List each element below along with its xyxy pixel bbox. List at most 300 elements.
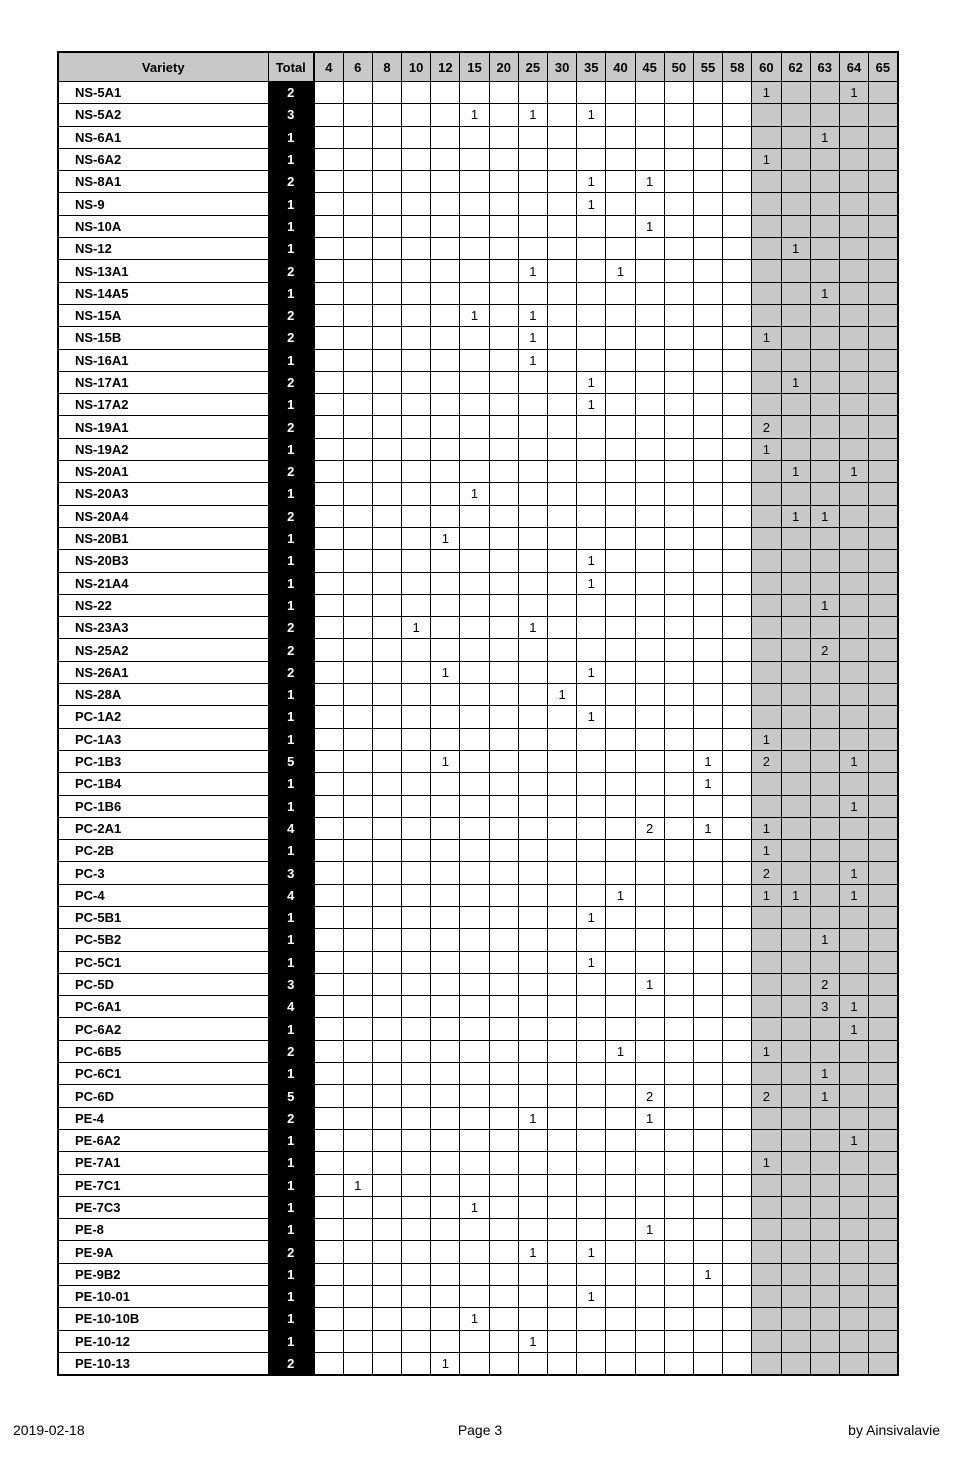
count-cell — [752, 349, 781, 371]
count-cell — [693, 505, 722, 527]
count-cell: 1 — [577, 104, 606, 126]
total-cell: 4 — [268, 884, 314, 906]
count-cell — [664, 639, 693, 661]
count-cell — [577, 1196, 606, 1218]
variety-cell: PC-5B1 — [58, 906, 268, 928]
count-cell — [869, 594, 898, 616]
count-cell — [752, 706, 781, 728]
count-cell — [314, 260, 343, 282]
count-cell — [664, 1196, 693, 1218]
count-cell — [752, 550, 781, 572]
count-cell — [402, 884, 431, 906]
count-cell — [372, 572, 401, 594]
count-cell — [372, 82, 401, 104]
header-col-8: 8 — [372, 52, 401, 82]
count-cell — [402, 1263, 431, 1285]
count-cell — [839, 1085, 868, 1107]
variety-cell: NS-20A4 — [58, 505, 268, 527]
count-cell: 1 — [606, 260, 635, 282]
count-cell — [343, 661, 372, 683]
count-cell — [606, 527, 635, 549]
count-cell — [460, 639, 489, 661]
count-cell — [343, 104, 372, 126]
count-cell — [314, 1018, 343, 1040]
count-cell — [518, 906, 547, 928]
count-cell — [460, 594, 489, 616]
count-cell — [577, 639, 606, 661]
count-cell — [314, 750, 343, 772]
count-cell: 1 — [752, 148, 781, 170]
count-cell — [869, 1129, 898, 1151]
count-cell — [664, 438, 693, 460]
count-cell — [489, 327, 518, 349]
count-cell: 1 — [693, 817, 722, 839]
count-cell — [664, 572, 693, 594]
header-col-10: 10 — [402, 52, 431, 82]
count-cell — [664, 594, 693, 616]
count-cell — [518, 1063, 547, 1085]
variety-cell: PE-10-12 — [58, 1330, 268, 1352]
count-cell: 1 — [752, 840, 781, 862]
count-cell — [402, 171, 431, 193]
table-row — [58, 1263, 898, 1285]
count-cell — [635, 661, 664, 683]
count-cell — [489, 728, 518, 750]
count-cell — [402, 572, 431, 594]
table-row — [58, 1330, 898, 1352]
count-cell — [664, 750, 693, 772]
count-cell — [548, 171, 577, 193]
count-cell — [460, 193, 489, 215]
count-cell — [343, 817, 372, 839]
total-cell: 3 — [268, 862, 314, 884]
count-cell — [372, 1085, 401, 1107]
count-cell — [869, 973, 898, 995]
count-cell — [431, 238, 460, 260]
count-cell — [839, 1040, 868, 1062]
table-row — [58, 661, 898, 683]
count-cell — [518, 215, 547, 237]
count-cell — [723, 684, 752, 706]
count-cell — [343, 349, 372, 371]
variety-cell: PC-1A3 — [58, 728, 268, 750]
header-col-25: 25 — [518, 52, 547, 82]
count-cell — [402, 1286, 431, 1308]
count-cell — [402, 260, 431, 282]
count-cell: 1 — [518, 304, 547, 326]
count-cell — [548, 973, 577, 995]
count-cell — [548, 996, 577, 1018]
count-cell — [460, 371, 489, 393]
table-row — [58, 684, 898, 706]
count-cell — [372, 1286, 401, 1308]
count-cell — [810, 260, 839, 282]
count-cell — [548, 1263, 577, 1285]
count-cell — [664, 996, 693, 1018]
count-cell — [664, 1129, 693, 1151]
count-cell — [606, 929, 635, 951]
count-cell — [781, 594, 810, 616]
footer-author: by Ainsivalavie — [848, 1422, 940, 1438]
count-cell — [314, 795, 343, 817]
count-cell — [343, 1085, 372, 1107]
count-cell — [548, 371, 577, 393]
count-cell — [664, 951, 693, 973]
count-cell: 2 — [752, 416, 781, 438]
count-cell — [577, 82, 606, 104]
total-cell: 1 — [268, 238, 314, 260]
count-cell — [460, 1330, 489, 1352]
count-cell — [869, 996, 898, 1018]
count-cell — [839, 661, 868, 683]
count-cell — [431, 906, 460, 928]
count-cell — [343, 126, 372, 148]
variety-cell: NS-21A4 — [58, 572, 268, 594]
count-cell — [489, 148, 518, 170]
count-cell — [489, 996, 518, 1018]
count-cell — [343, 238, 372, 260]
count-cell — [664, 550, 693, 572]
count-cell — [460, 461, 489, 483]
table-row — [58, 104, 898, 126]
count-cell — [518, 594, 547, 616]
count-cell — [723, 996, 752, 1018]
count-cell — [693, 349, 722, 371]
count-cell — [869, 104, 898, 126]
count-cell — [431, 795, 460, 817]
count-cell: 1 — [577, 1286, 606, 1308]
count-cell — [723, 238, 752, 260]
count-cell — [460, 1129, 489, 1151]
count-cell — [343, 550, 372, 572]
total-cell: 1 — [268, 795, 314, 817]
count-cell — [372, 817, 401, 839]
count-cell — [489, 104, 518, 126]
count-cell — [431, 728, 460, 750]
count-cell — [431, 416, 460, 438]
count-cell — [577, 282, 606, 304]
count-cell — [810, 1040, 839, 1062]
count-cell — [431, 951, 460, 973]
count-cell: 1 — [577, 171, 606, 193]
count-cell — [402, 238, 431, 260]
count-cell — [548, 728, 577, 750]
count-cell — [606, 438, 635, 460]
total-cell: 1 — [268, 684, 314, 706]
count-cell — [489, 1152, 518, 1174]
count-cell — [723, 1196, 752, 1218]
count-cell — [693, 684, 722, 706]
count-cell — [781, 862, 810, 884]
count-cell — [343, 1152, 372, 1174]
count-cell — [431, 1330, 460, 1352]
count-cell — [810, 684, 839, 706]
count-cell — [723, 82, 752, 104]
count-cell — [635, 282, 664, 304]
header-col-50: 50 — [664, 52, 693, 82]
table-row — [58, 929, 898, 951]
header-col-15: 15 — [460, 52, 489, 82]
table-row — [58, 461, 898, 483]
count-cell — [372, 1107, 401, 1129]
count-cell — [577, 327, 606, 349]
count-cell — [606, 1152, 635, 1174]
count-cell — [635, 438, 664, 460]
count-cell — [839, 1107, 868, 1129]
total-cell: 1 — [268, 572, 314, 594]
count-cell — [869, 1219, 898, 1241]
count-cell — [635, 461, 664, 483]
count-cell — [839, 1063, 868, 1085]
count-cell — [839, 304, 868, 326]
count-cell — [518, 728, 547, 750]
count-cell: 1 — [431, 661, 460, 683]
count-cell — [489, 238, 518, 260]
table-row — [58, 1063, 898, 1085]
count-cell — [869, 1063, 898, 1085]
count-cell — [489, 817, 518, 839]
count-cell — [431, 817, 460, 839]
count-cell — [489, 1219, 518, 1241]
count-cell — [839, 126, 868, 148]
count-cell — [869, 572, 898, 594]
total-cell: 1 — [268, 1286, 314, 1308]
total-cell: 1 — [268, 148, 314, 170]
count-cell — [810, 706, 839, 728]
variety-cell: NS-13A1 — [58, 260, 268, 282]
count-cell — [781, 906, 810, 928]
count-cell — [460, 1241, 489, 1263]
count-cell — [431, 1085, 460, 1107]
count-cell — [489, 661, 518, 683]
table-row — [58, 215, 898, 237]
count-cell — [489, 684, 518, 706]
count-cell — [460, 1174, 489, 1196]
count-cell — [869, 238, 898, 260]
table-row — [58, 1040, 898, 1062]
count-cell — [548, 394, 577, 416]
count-cell — [314, 238, 343, 260]
count-cell: 1 — [635, 1219, 664, 1241]
count-cell — [723, 795, 752, 817]
count-cell — [693, 238, 722, 260]
count-cell — [577, 126, 606, 148]
count-cell — [518, 527, 547, 549]
count-cell — [839, 840, 868, 862]
count-cell — [548, 951, 577, 973]
count-cell — [723, 215, 752, 237]
count-cell — [460, 661, 489, 683]
count-cell — [869, 304, 898, 326]
count-cell — [781, 1129, 810, 1151]
count-cell: 1 — [343, 1174, 372, 1196]
count-cell — [548, 1107, 577, 1129]
count-cell — [489, 617, 518, 639]
count-cell — [343, 929, 372, 951]
count-cell — [839, 505, 868, 527]
header-col-65: 65 — [869, 52, 898, 82]
count-cell — [869, 1152, 898, 1174]
count-cell — [869, 1040, 898, 1062]
count-cell — [431, 394, 460, 416]
count-cell — [343, 416, 372, 438]
count-cell — [606, 238, 635, 260]
count-cell — [372, 304, 401, 326]
count-cell — [518, 461, 547, 483]
count-cell — [810, 148, 839, 170]
count-cell: 1 — [839, 1129, 868, 1151]
count-cell — [810, 104, 839, 126]
count-cell — [664, 884, 693, 906]
count-cell — [781, 550, 810, 572]
total-cell: 2 — [268, 260, 314, 282]
header-col-30: 30 — [548, 52, 577, 82]
count-cell — [810, 371, 839, 393]
count-cell — [372, 639, 401, 661]
count-cell — [693, 661, 722, 683]
count-cell — [431, 929, 460, 951]
count-cell: 1 — [810, 282, 839, 304]
variety-cell: NS-8A1 — [58, 171, 268, 193]
variety-cell: PC-6A1 — [58, 996, 268, 1018]
count-cell — [635, 349, 664, 371]
count-cell — [431, 461, 460, 483]
count-cell — [781, 1219, 810, 1241]
count-cell — [606, 461, 635, 483]
count-cell — [606, 394, 635, 416]
count-cell — [577, 505, 606, 527]
count-cell — [460, 215, 489, 237]
count-cell — [664, 238, 693, 260]
total-cell: 2 — [268, 416, 314, 438]
count-cell — [402, 817, 431, 839]
count-cell — [431, 104, 460, 126]
count-cell — [635, 1241, 664, 1263]
count-cell — [693, 550, 722, 572]
count-cell — [693, 193, 722, 215]
total-cell: 1 — [268, 594, 314, 616]
count-cell: 1 — [839, 862, 868, 884]
count-cell: 2 — [752, 750, 781, 772]
count-cell — [723, 438, 752, 460]
count-cell — [752, 1018, 781, 1040]
count-cell — [606, 1063, 635, 1085]
count-cell — [693, 1352, 722, 1375]
count-cell — [518, 639, 547, 661]
count-cell — [343, 951, 372, 973]
count-cell — [577, 728, 606, 750]
count-cell — [664, 1040, 693, 1062]
table-row — [58, 795, 898, 817]
count-cell — [781, 1286, 810, 1308]
count-cell — [752, 951, 781, 973]
count-cell — [402, 215, 431, 237]
count-cell — [548, 617, 577, 639]
count-cell — [314, 1085, 343, 1107]
count-cell — [518, 973, 547, 995]
count-cell — [489, 527, 518, 549]
count-cell — [460, 1352, 489, 1375]
count-cell — [460, 527, 489, 549]
count-cell — [693, 416, 722, 438]
count-cell — [489, 929, 518, 951]
count-cell — [548, 483, 577, 505]
count-cell — [810, 1352, 839, 1375]
count-cell — [693, 483, 722, 505]
count-cell — [518, 1174, 547, 1196]
count-cell — [635, 884, 664, 906]
count-cell — [314, 639, 343, 661]
variety-cell: PC-5D — [58, 973, 268, 995]
count-cell — [577, 304, 606, 326]
count-cell: 1 — [460, 1196, 489, 1218]
count-cell — [839, 171, 868, 193]
count-cell — [431, 1040, 460, 1062]
count-cell — [723, 906, 752, 928]
variety-cell: NS-20B1 — [58, 527, 268, 549]
count-cell — [372, 527, 401, 549]
count-cell — [781, 1085, 810, 1107]
count-cell — [460, 416, 489, 438]
count-cell — [635, 684, 664, 706]
count-cell — [577, 461, 606, 483]
count-cell — [606, 817, 635, 839]
count-cell — [460, 706, 489, 728]
count-cell — [752, 1174, 781, 1196]
count-cell — [372, 483, 401, 505]
count-cell — [635, 327, 664, 349]
count-cell — [752, 282, 781, 304]
count-cell — [723, 951, 752, 973]
count-cell — [664, 1152, 693, 1174]
count-cell — [693, 215, 722, 237]
count-cell — [810, 483, 839, 505]
count-cell — [693, 906, 722, 928]
count-cell — [723, 706, 752, 728]
count-cell — [314, 1286, 343, 1308]
count-cell: 1 — [752, 817, 781, 839]
count-cell — [635, 840, 664, 862]
count-cell — [752, 572, 781, 594]
count-cell — [606, 1308, 635, 1330]
count-cell — [314, 951, 343, 973]
count-cell — [839, 1352, 868, 1375]
count-cell — [606, 706, 635, 728]
count-cell — [577, 884, 606, 906]
count-cell — [372, 349, 401, 371]
count-cell — [723, 1241, 752, 1263]
count-cell — [518, 1219, 547, 1241]
variety-cell: NS-9 — [58, 193, 268, 215]
variety-cell: NS-26A1 — [58, 661, 268, 683]
count-cell — [723, 884, 752, 906]
count-cell — [460, 951, 489, 973]
count-cell — [606, 1241, 635, 1263]
count-cell: 1 — [752, 438, 781, 460]
count-cell — [460, 1063, 489, 1085]
count-cell — [781, 193, 810, 215]
table-row — [58, 617, 898, 639]
count-cell — [635, 82, 664, 104]
count-cell — [402, 973, 431, 995]
count-cell — [606, 126, 635, 148]
count-cell — [693, 126, 722, 148]
count-cell — [723, 505, 752, 527]
count-cell — [460, 550, 489, 572]
count-cell — [869, 817, 898, 839]
count-cell: 1 — [460, 304, 489, 326]
count-cell — [839, 371, 868, 393]
